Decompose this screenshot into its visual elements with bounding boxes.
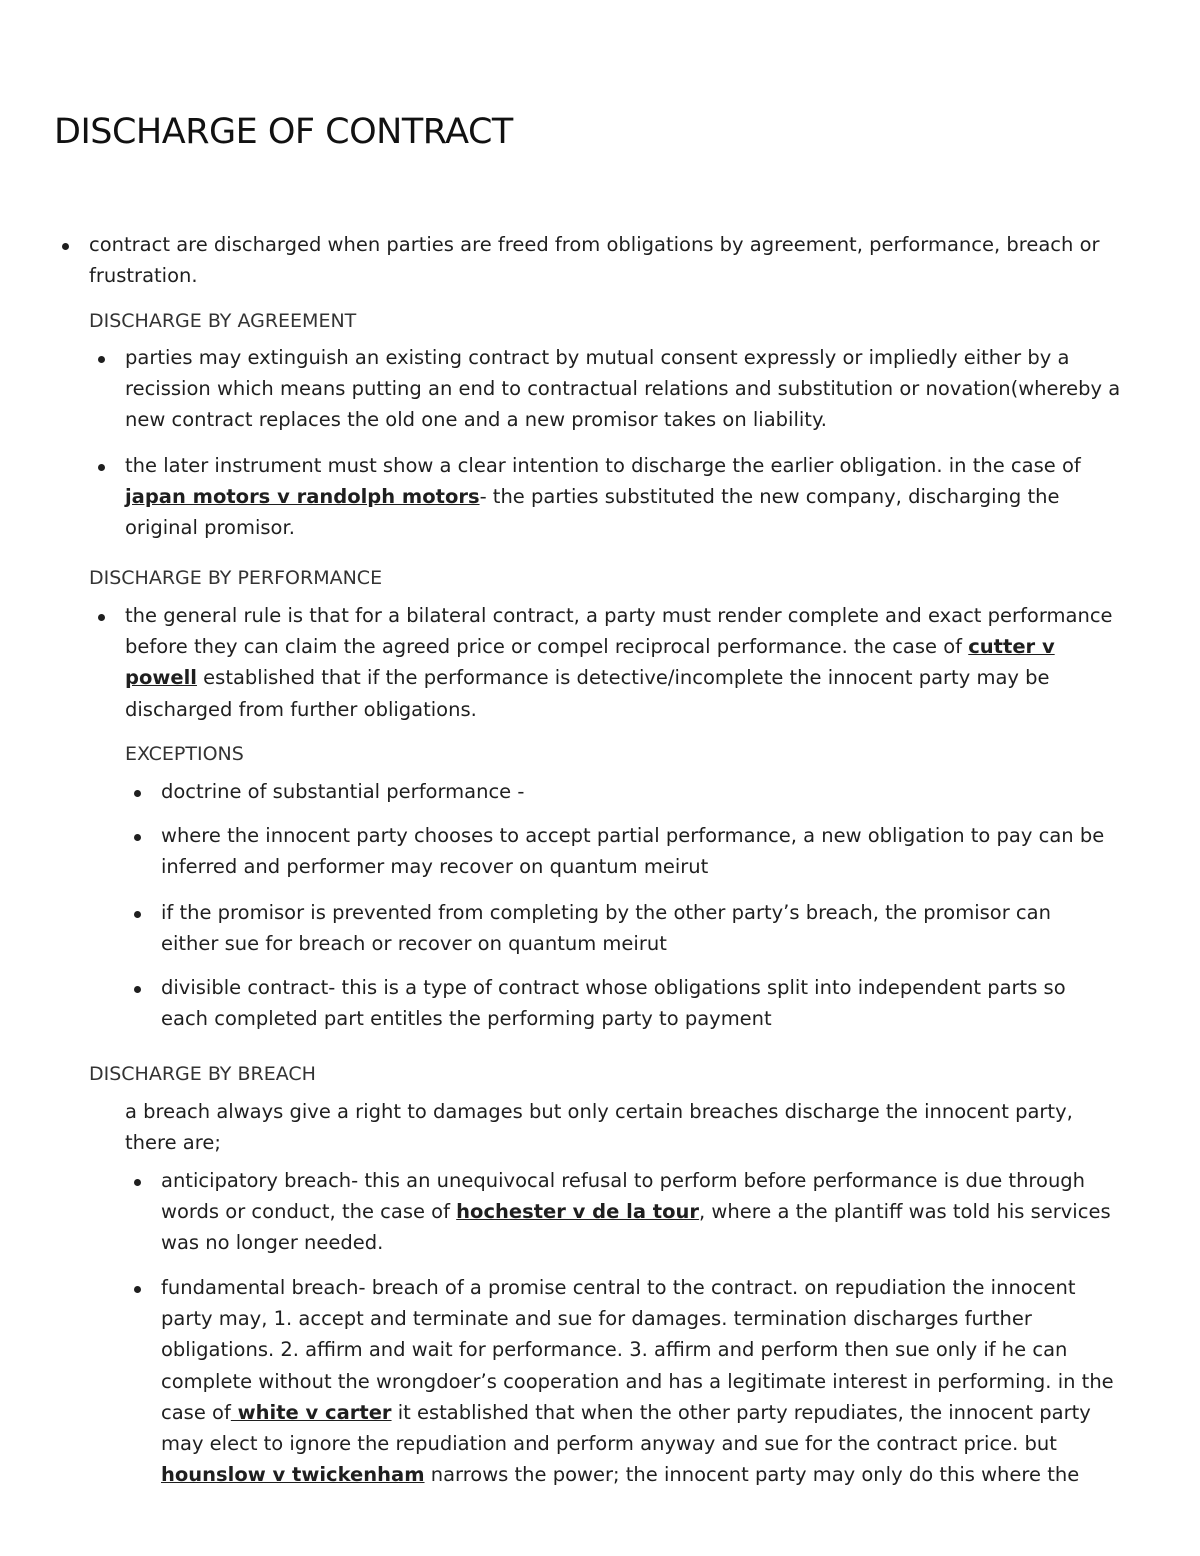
- intro-text: contract are discharged when parties are freed from obligations by agreement, performance, breach or frustration.: [89, 233, 1100, 288]
- list-item-text: fundamental breach- breach of a promise central to the contract. on repudiation the innocent party may, 1. accept and terminate and sue for damages. termination discharges further obligations. 2. affirm and wait for performance. 3. affirm and perform then sue only if he can complete without the wrongdoer’s cooperation and has a legitimate interest in performing. in the case of: [161, 1276, 1114, 1424]
- list-item-text: established that if the performance is detective/incomplete the innocent party may be discharged from further obligations.: [125, 666, 1050, 721]
- list-item: [161, 820, 1131, 882]
- section-heading-breach: DISCHARGE BY BREACH: [89, 1063, 316, 1085]
- list-item-text: the later instrument must show a clear intention to discharge the earlier obligation. in the case of: [125, 454, 1081, 477]
- list-item-text: the general rule is that for a bilateral contract, a party must render complete and exact performance before they can claim the agreed price or compel reciprocal performance. the case of: [125, 604, 1113, 659]
- list-item: [161, 897, 1101, 959]
- section-heading-performance: DISCHARGE BY PERFORMANCE: [89, 567, 383, 589]
- case-link-hounslow[interactable]: hounslow v twickenham: [161, 1463, 425, 1487]
- case-link-japan-motors[interactable]: japan motors v randolph motors: [125, 485, 480, 509]
- section-heading-agreement: DISCHARGE BY AGREEMENT: [89, 310, 357, 332]
- list-item-text: , where a the plantiff was told his services was no longer needed.: [161, 1200, 1111, 1255]
- list-item: [125, 600, 1130, 725]
- list-item: [161, 1272, 1131, 1490]
- subheading-exceptions: EXCEPTIONS: [125, 743, 244, 765]
- list-item-text: - the parties substituted the new company, discharging the original promisor.: [125, 485, 1060, 540]
- case-link-hochester[interactable]: hochester v de la tour: [456, 1200, 699, 1224]
- list-item-text: parties may extinguish an existing contract by mutual consent expressly or impliedly either by a recission which means putting an end to contractual relations and substitution or novation(whereby a new contract replaces the old one and a new promisor takes on liability.: [125, 346, 1121, 432]
- list-item: [125, 450, 1130, 544]
- list-item-text: anticipatory breach- this an unequivocal refusal to perform before performance is due through words or conduct, the case of: [161, 1169, 1086, 1224]
- list-item: [161, 1165, 1131, 1259]
- list-item-text: doctrine of substantial performance -: [161, 780, 525, 803]
- list-item: [161, 776, 1131, 807]
- list-item: [89, 229, 1129, 291]
- list-item-text: where the innocent party chooses to accept partial performance, a new obligation to pay can be inferred and performer may recover on quantum meirut: [161, 824, 1105, 879]
- case-link-white-v-carter[interactable]: white v carter: [230, 1400, 392, 1424]
- list-item-text: it established that when the other party repudiates, the innocent party may elect to ignore the repudiation and perform anyway and sue for the contract price. but: [161, 1400, 1091, 1456]
- list-item-text: if the promisor is prevented from completing by the other party’s breach, the promisor can either sue for breach or recover on quantum meirut: [161, 901, 1051, 956]
- list-item: [161, 972, 1101, 1034]
- breach-intro: [125, 1096, 1130, 1158]
- list-item: [125, 342, 1130, 436]
- breach-intro-text: a breach always give a right to damages but only certain breaches discharge the innocent party, there are;: [125, 1100, 1073, 1155]
- list-item-text: divisible contract- this is a type of contract whose obligations split into independent parts so each completed part entitles the performing party to payment: [161, 976, 1066, 1031]
- list-item-text: narrows the power; the innocent party may only do this where the: [424, 1463, 1080, 1487]
- case-link-cutter-v-powell[interactable]: cutter v powell: [125, 635, 1055, 690]
- page-title: DISCHARGE OF CONTRACT: [54, 112, 513, 152]
